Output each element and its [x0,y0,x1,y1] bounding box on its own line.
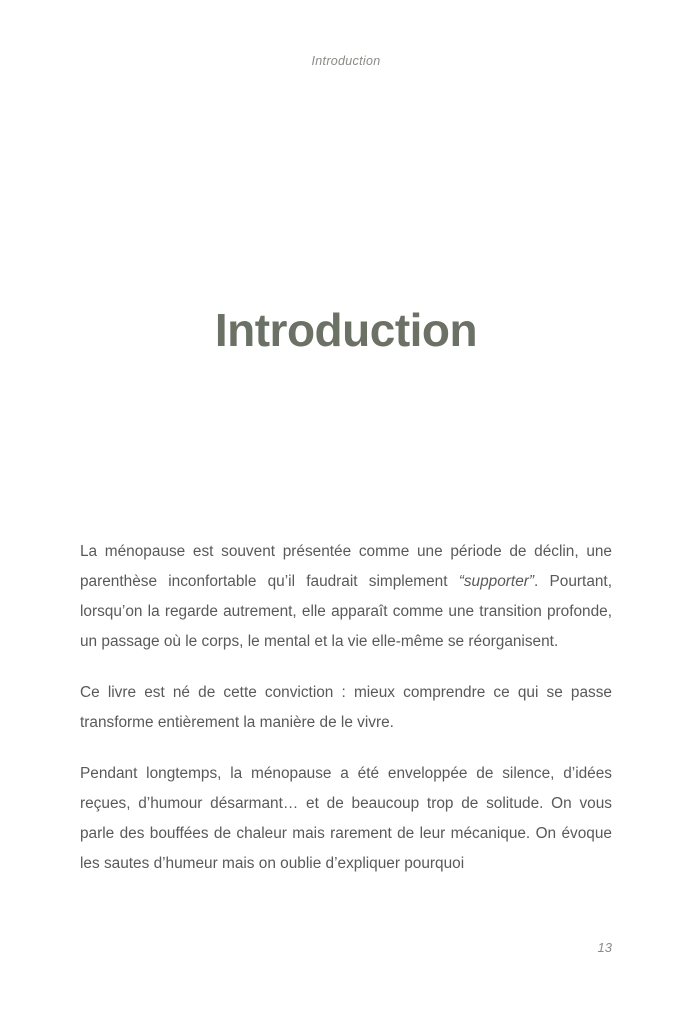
page-number: 13 [597,940,612,955]
running-head: Introduction [311,54,381,68]
paragraph-3: Pendant longtemps, la ménopause a été enveloppée de silence, d’idées reçues, d’humour désarmant… et de beaucoup trop de solitude. On vous parle des bouffées de chaleur mais rarement de leur mécanique. On évoque les sautes d’humeur mais on oublie d’expliquer pourquoi [80,765,612,872]
page-title: Introduction [214,303,478,356]
paragraph-1: La ménopause est souvent présentée comme une période de déclin, une parenthèse inconfortable qu’il faudrait simplement “supporter”. Pourtant, lorsqu’on la regarde autrement, elle apparaît comme une transition profonde, un passage où le corps, le mental et la vie elle-même se réorganisent. [80,543,612,650]
paragraph-2: Ce livre est né de cette conviction : mieux comprendre ce qui se passe transforme entièrement la manière de le vivre. [80,684,612,731]
emphasis-text: “supporter” [458,573,535,590]
body-text-block [80,537,612,879]
